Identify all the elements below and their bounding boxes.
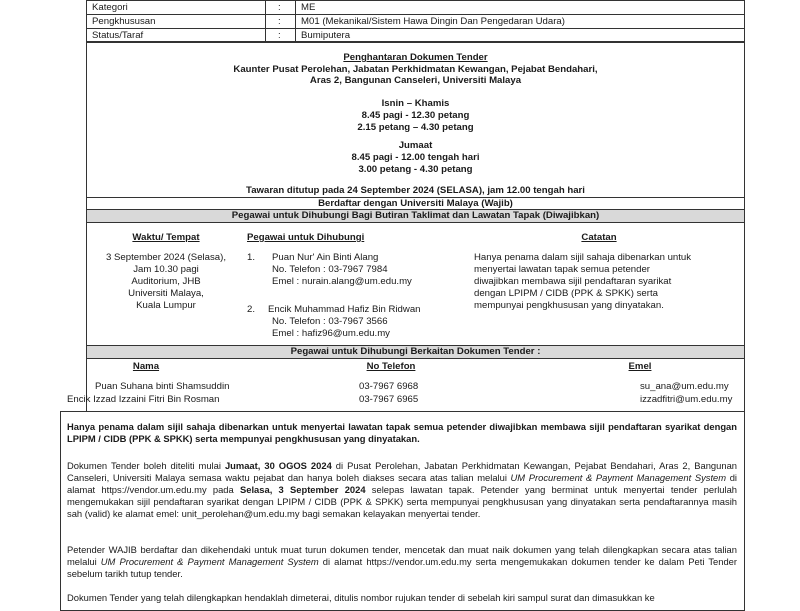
- info-sep: :: [278, 2, 281, 13]
- officer-2-name: Encik Muhammad Hafiz Bin Ridwan: [268, 304, 421, 315]
- notes-line: menyertai lawatan tapak semua petender: [474, 264, 650, 275]
- info-table: [86, 0, 745, 42]
- contact-1-phone: 03-7967 6968: [359, 381, 419, 392]
- bold-notice: [67, 421, 737, 445]
- paragraph-2-text: Petender WAJIB berdaftar dan dikehendaki untuk muat turun dokumen tender, mencetak dan muat naik dokumen yang telah dilengkapkan secara atas talian melalui UM Procurement & Payment Management System di alamat https://vendor.um.edu.my serta mengemukakan dokumen tender ke dalam Peti Tender sebelum tarikh tutup tender.: [67, 544, 737, 579]
- notes-line: mempunyai pengkhususan yang dinyatakan.: [474, 300, 664, 311]
- paragraph-1: [67, 460, 737, 520]
- officer-1-email: Emel : nurain.alang@um.edu.my: [272, 276, 412, 287]
- contact-1-email: su_ana@um.edu.my: [640, 381, 729, 392]
- tender-contacts-header: [86, 345, 745, 359]
- notes-line: Hanya penama dalam sijil sahaja dibenarkan untuk: [474, 252, 692, 263]
- info-label-status: Status/Taraf: [92, 30, 144, 41]
- when-line: 3 September 2024 (Selasa),: [106, 252, 226, 263]
- bold-notice-text: Hanya penama dalam sijil sahaja dibenarkan untuk menyertai lawatan tapak semua petender diwajibkan membawa sijil pendaftaran syarikat dengan LPIPM / CIDB (PPK & SPKK) serta mempunyai pengkhususan yang dinyatakan.: [67, 421, 737, 444]
- info-sep: :: [278, 30, 281, 41]
- briefing-header-text: Pegawai untuk Dihubungi Bagi Butiran Taklimat dan Lawatan Tapak (Diwajibkan): [231, 210, 600, 221]
- col-officer-header: Pegawai untuk Dihubungi: [247, 232, 365, 243]
- when-line: Auditorium, JHB: [131, 276, 201, 287]
- col-name-header: Nama: [132, 361, 160, 372]
- closing-date: Tawaran ditutup pada 24 September 2024 (SELASA), jam 12.00 tengah hari: [246, 185, 585, 196]
- officer-2-number: 2.: [247, 304, 256, 315]
- contact-1-name: Puan Suhana binti Shamsuddin: [95, 381, 230, 392]
- col-when-header: Waktu/ Tempat: [132, 232, 200, 243]
- notes-line: diwajibkan membawa sijil pendaftaran syarikat: [474, 276, 672, 287]
- when-line: Kuala Lumpur: [136, 300, 196, 311]
- delivery-heading: Penghantaran Dokumen Tender: [343, 52, 488, 63]
- contact-2-name: Encik Izzad Izzaini Fitri Bin Rosman: [67, 394, 220, 405]
- when-line: Universiti Malaya,: [128, 288, 204, 299]
- delivery-address-1: Kaunter Pusat Perolehan, Jabatan Perkhidmatan Kewangan, Pejabat Bendahari,: [233, 64, 598, 75]
- info-label-kategori: Kategori: [92, 2, 128, 13]
- weekday-title: Isnin – Khamis: [381, 98, 450, 109]
- col-email-header: Emel: [628, 361, 652, 372]
- info-label-pengkhususan: Pengkhususan: [92, 16, 156, 27]
- contact-2-phone: 03-7967 6965: [359, 394, 419, 405]
- officer-2-phone: No. Telefon : 03-7967 3566: [272, 316, 388, 327]
- col-notes-header: Catatan: [581, 232, 617, 243]
- col-phone-header: No Telefon: [366, 361, 416, 372]
- registration-text: Berdaftar dengan Universiti Malaya (Wajib): [318, 198, 513, 209]
- info-value-pengkhususan: M01 (Mekanikal/Sistem Hawa Dingin Dan Pengedaran Udara): [301, 16, 565, 27]
- paragraph-2: [67, 544, 737, 580]
- weekday-time-1: 8.45 pagi - 12.30 petang: [361, 110, 470, 121]
- notes-line: dengan LPIPM / CIDB (PPK & SPKK) serta: [474, 288, 658, 299]
- info-value-status: Bumiputera: [301, 30, 351, 41]
- info-sep: :: [278, 16, 281, 27]
- paragraph-1-text: Dokumen Tender boleh diteliti mulai Jumaat, 30 OGOS 2024 di Pusat Perolehan, Jabatan Perkhidmatan Kewangan, Pejabat Bendahari, Aras 2, Bangunan Canseleri, Universiti Malaya semasa waktu pejabat dan hanya boleh diakses secara atas talian melalui UM Procurement & Payment Management System di alamat https://vendor.um.edu.my pada Selasa, 3 September 2024 selepas lawatan tapak. Petender yang berminat untuk menyertai tender perlulah mengemukakan sijil pendaftaran syarikat dengan LPIPM / CIDB (PPK & SPKK) serta mempunyai pengkhususan yang dinyatakan serta pendaftarannya masih sah (valid) ke alamat emel: unit_perolehan@um.edu.my bagi semakan kelayakan menyertai tender.: [67, 460, 738, 519]
- officer-1-number: 1.: [247, 252, 256, 263]
- friday-time-1: 8.45 pagi - 12.00 tengah hari: [351, 152, 480, 163]
- when-line: Jam 10.30 pagi: [133, 264, 199, 275]
- weekday-time-2: 2.15 petang – 4.30 petang: [357, 122, 474, 133]
- friday-time-2: 3.00 petang - 4.30 petang: [358, 164, 473, 175]
- delivery-address-2: Aras 2, Bangunan Canseleri, Universiti Malaya: [309, 75, 522, 86]
- officer-1-name: Puan Nur' Ain Binti Alang: [272, 252, 379, 263]
- officer-1-phone: No. Telefon : 03-7967 7984: [272, 264, 388, 275]
- officer-2-email: Emel : hafiz96@um.edu.my: [272, 328, 390, 339]
- info-value-kategori: ME: [301, 2, 316, 13]
- friday-title: Jumaat: [398, 140, 433, 151]
- paragraph-3-text: Dokumen Tender yang telah dilengkapkan hendaklah dimeterai, ditulis nombor rujukan tender di sebelah kiri sampul surat dan dimasukkan ke: [67, 592, 655, 603]
- briefing-header: [86, 209, 745, 223]
- contact-2-email: izzadfitri@um.edu.my: [640, 394, 733, 405]
- tender-contacts-header-text: Pegawai untuk Dihubungi Berkaitan Dokumen Tender :: [290, 346, 541, 357]
